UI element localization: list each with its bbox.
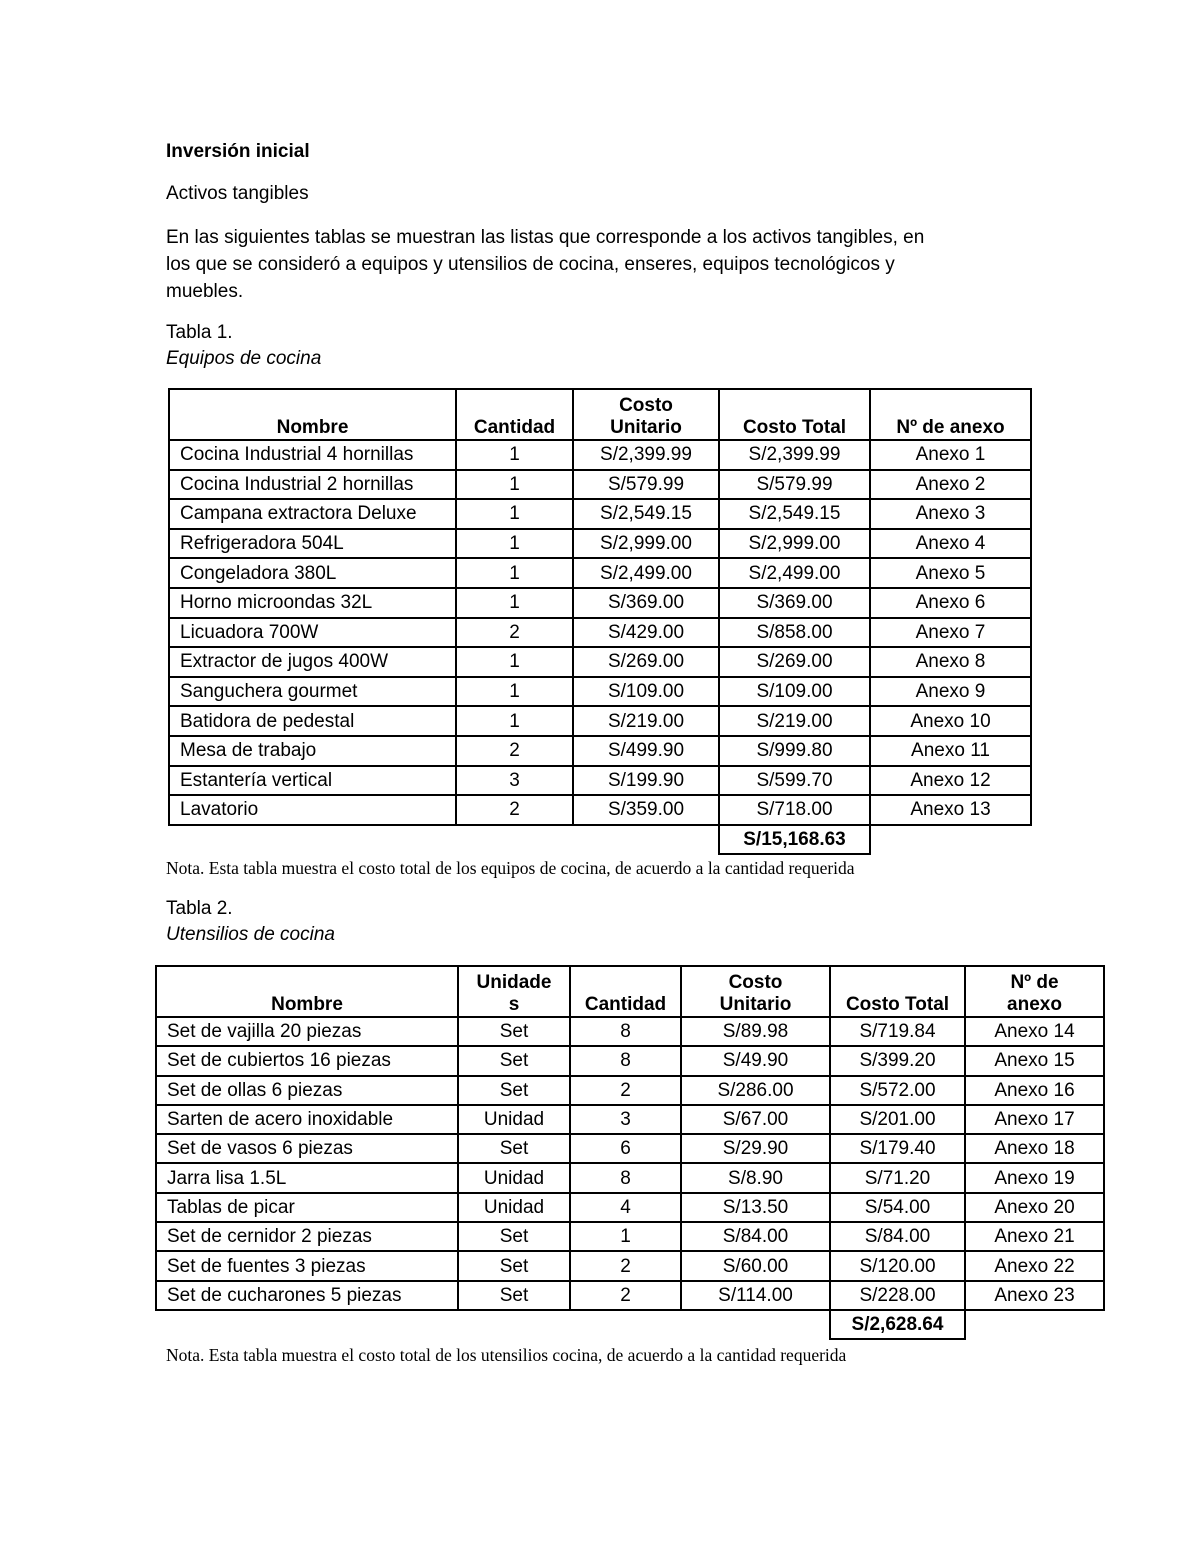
table-cell: S/8.90 — [681, 1163, 830, 1192]
table1-label: Tabla 1. — [166, 322, 233, 343]
table-cell: S/999.80 — [719, 736, 870, 766]
table-cell: S/718.00 — [719, 795, 870, 825]
table-cell: S/359.00 — [573, 795, 719, 825]
empty-cell — [870, 825, 1031, 855]
table-cell: 3 — [570, 1105, 681, 1134]
table-cell: Set de vasos 6 piezas — [156, 1134, 458, 1163]
table1-title: Equipos de cocina — [166, 348, 322, 369]
table-cell: 8 — [570, 1017, 681, 1046]
header-costo-unitario-line2: Unitario — [610, 417, 682, 438]
header-anexo: Nº de anexo — [870, 389, 1031, 440]
table-cell: 1 — [456, 558, 573, 588]
table-row — [156, 1222, 1104, 1251]
table-row — [156, 1076, 1104, 1105]
total-row — [169, 825, 1031, 855]
table-cell: Set de cubiertos 16 piezas — [156, 1046, 458, 1075]
header-nombre: Nombre — [156, 966, 458, 1017]
table-row — [156, 1046, 1104, 1075]
table-cell: Set — [458, 1281, 570, 1310]
intro-line: muebles. — [166, 281, 244, 302]
table-cell: 6 — [570, 1134, 681, 1163]
table-row — [169, 618, 1031, 648]
table-cell: S/369.00 — [573, 588, 719, 618]
table-row — [169, 499, 1031, 529]
table-cell: S/2,999.00 — [573, 529, 719, 559]
table-cell: Anexo 20 — [965, 1193, 1104, 1222]
empty-cell — [965, 1310, 1104, 1339]
table-row — [156, 1251, 1104, 1280]
table-cell: Anexo 13 — [870, 795, 1031, 825]
table-cell: 2 — [456, 795, 573, 825]
empty-cell — [458, 1310, 570, 1339]
table-row — [169, 736, 1031, 766]
table-row — [169, 677, 1031, 707]
table-cell: Anexo 2 — [870, 470, 1031, 500]
table-cell: S/67.00 — [681, 1105, 830, 1134]
table-cell: Anexo 23 — [965, 1281, 1104, 1310]
table-row — [169, 795, 1031, 825]
header-costo-unitario-line1: Costo — [728, 972, 783, 993]
header-costo-unitario-line1: Costo — [619, 395, 673, 416]
header-nombre: Nombre — [169, 389, 456, 440]
table-cell: 1 — [456, 647, 573, 677]
table-cell: S/179.40 — [830, 1134, 965, 1163]
table-cell: Cocina Industrial 4 hornillas — [169, 440, 456, 470]
header-unidades-line2: s — [508, 994, 520, 1015]
table-cell: Licuadora 700W — [169, 618, 456, 648]
empty-cell — [169, 825, 456, 855]
table-cell: Set — [458, 1251, 570, 1280]
table2-label: Tabla 2. — [166, 898, 233, 919]
table-cell: S/120.00 — [830, 1251, 965, 1280]
table-cell: 2 — [570, 1076, 681, 1105]
table-cell: S/219.00 — [573, 706, 719, 736]
table-row — [169, 647, 1031, 677]
table-cell: S/114.00 — [681, 1281, 830, 1310]
table-cell: Estantería vertical — [169, 766, 456, 796]
header-costo-unitario-line2: Unitario — [719, 994, 792, 1015]
table-cell: S/201.00 — [830, 1105, 965, 1134]
table-cell: Anexo 1 — [870, 440, 1031, 470]
table-cell: Anexo 19 — [965, 1163, 1104, 1192]
table-cell: Anexo 15 — [965, 1046, 1104, 1075]
table2-title: Utensilios de cocina — [166, 924, 335, 945]
table-cell: 1 — [570, 1222, 681, 1251]
table-cell: 2 — [456, 618, 573, 648]
table-cell: S/719.84 — [830, 1017, 965, 1046]
table-row — [156, 1163, 1104, 1192]
table-cell: Set — [458, 1046, 570, 1075]
table-cell: S/286.00 — [681, 1076, 830, 1105]
table-row — [169, 470, 1031, 500]
table-cell: S/599.70 — [719, 766, 870, 796]
table-cell: S/429.00 — [573, 618, 719, 648]
table-cell: S/269.00 — [719, 647, 870, 677]
table-cell: Unidad — [458, 1163, 570, 1192]
table-cell: Batidora de pedestal — [169, 706, 456, 736]
header-unidades — [458, 966, 570, 1017]
table-cell: 2 — [456, 736, 573, 766]
table-cell: Anexo 9 — [870, 677, 1031, 707]
table-cell: S/579.99 — [719, 470, 870, 500]
table-cell: Unidad — [458, 1193, 570, 1222]
table-cell: S/2,549.15 — [573, 499, 719, 529]
empty-cell — [156, 1310, 458, 1339]
table-row — [169, 588, 1031, 618]
header-costo-unitario — [573, 389, 719, 440]
table-cell: S/219.00 — [719, 706, 870, 736]
table-row — [169, 529, 1031, 559]
table-cell: Anexo 17 — [965, 1105, 1104, 1134]
table-cell: 1 — [456, 470, 573, 500]
table-row — [156, 1105, 1104, 1134]
table-cell: S/2,499.00 — [719, 558, 870, 588]
table-equipos-de-cocina — [168, 388, 1032, 855]
table-cell: S/2,399.99 — [719, 440, 870, 470]
header-costo-unitario — [681, 966, 830, 1017]
intro-line: En las siguientes tablas se muestran las listas que corresponde a los activos tangibles, en — [166, 227, 925, 248]
table-cell: S/2,499.00 — [573, 558, 719, 588]
grand-total: S/2,628.64 — [830, 1310, 965, 1339]
table1-note: Nota. Esta tabla muestra el costo total de los equipos de cocina, de acuerdo a la cantidad requerida — [166, 858, 855, 878]
header-cantidad: Cantidad — [456, 389, 573, 440]
table-cell: Set de ollas 6 piezas — [156, 1076, 458, 1105]
table-cell: S/2,399.99 — [573, 440, 719, 470]
table-cell: Set de fuentes 3 piezas — [156, 1251, 458, 1280]
table-cell: 8 — [570, 1163, 681, 1192]
table-cell: Anexo 21 — [965, 1222, 1104, 1251]
table-cell: Set — [458, 1134, 570, 1163]
table-cell: 8 — [570, 1046, 681, 1075]
table-cell: Anexo 7 — [870, 618, 1031, 648]
intro-paragraph — [166, 224, 1046, 305]
table-cell: Sanguchera gourmet — [169, 677, 456, 707]
table-cell: 1 — [456, 706, 573, 736]
table-cell: Unidad — [458, 1105, 570, 1134]
table-cell: S/572.00 — [830, 1076, 965, 1105]
table-cell: S/399.20 — [830, 1046, 965, 1075]
table-cell: Anexo 6 — [870, 588, 1031, 618]
table-cell: S/109.00 — [573, 677, 719, 707]
table-row — [169, 706, 1031, 736]
header-cantidad: Cantidad — [570, 966, 681, 1017]
table-cell: Anexo 18 — [965, 1134, 1104, 1163]
table-cell: Anexo 11 — [870, 736, 1031, 766]
table-utensilios-de-cocina — [155, 965, 1105, 1340]
total-row — [156, 1310, 1104, 1339]
table-cell: Sarten de acero inoxidable — [156, 1105, 458, 1134]
table-row — [169, 558, 1031, 588]
table-cell: Anexo 22 — [965, 1251, 1104, 1280]
table-row — [156, 1134, 1104, 1163]
table-cell: S/71.20 — [830, 1163, 965, 1192]
table-cell: S/579.99 — [573, 470, 719, 500]
table-cell: Campana extractora Deluxe — [169, 499, 456, 529]
table-row — [169, 766, 1031, 796]
table-cell: Horno microondas 32L — [169, 588, 456, 618]
table-cell: S/84.00 — [830, 1222, 965, 1251]
table-cell: Extractor de jugos 400W — [169, 647, 456, 677]
table-cell: S/29.90 — [681, 1134, 830, 1163]
table-cell: 2 — [570, 1251, 681, 1280]
table-cell: Anexo 8 — [870, 647, 1031, 677]
table-cell: Cocina Industrial 2 hornillas — [169, 470, 456, 500]
table2-header-row — [156, 966, 1104, 1017]
table-cell: Anexo 4 — [870, 529, 1031, 559]
table-cell: Anexo 16 — [965, 1076, 1104, 1105]
table-cell: Anexo 12 — [870, 766, 1031, 796]
table-row — [156, 1017, 1104, 1046]
table-cell: 2 — [570, 1281, 681, 1310]
header-anexo-line1: Nº de — [1010, 972, 1059, 993]
table-cell: S/84.00 — [681, 1222, 830, 1251]
table-cell: S/858.00 — [719, 618, 870, 648]
header-costo-total: Costo Total — [719, 389, 870, 440]
table-cell: Tablas de picar — [156, 1193, 458, 1222]
table-cell: Anexo 3 — [870, 499, 1031, 529]
table-cell: 3 — [456, 766, 573, 796]
table-cell: Refrigeradora 504L — [169, 529, 456, 559]
table-cell: 1 — [456, 529, 573, 559]
header-unidades-line1: Unidade — [476, 972, 552, 993]
empty-cell — [681, 1310, 830, 1339]
table-row — [156, 1281, 1104, 1310]
table-cell: S/228.00 — [830, 1281, 965, 1310]
table-cell: S/49.90 — [681, 1046, 830, 1075]
table-cell: 1 — [456, 499, 573, 529]
table-cell: Anexo 14 — [965, 1017, 1104, 1046]
grand-total: S/15,168.63 — [719, 825, 870, 855]
table-cell: Congeladora 380L — [169, 558, 456, 588]
table-cell: Mesa de trabajo — [169, 736, 456, 766]
table-cell: S/13.50 — [681, 1193, 830, 1222]
header-anexo-line2: anexo — [1007, 994, 1062, 1015]
table-cell: S/2,549.15 — [719, 499, 870, 529]
table-cell: Anexo 5 — [870, 558, 1031, 588]
table-cell: S/109.00 — [719, 677, 870, 707]
table-cell: S/89.98 — [681, 1017, 830, 1046]
table-cell: Lavatorio — [169, 795, 456, 825]
page-title: Inversión inicial — [166, 141, 310, 162]
header-anexo — [965, 966, 1104, 1017]
table-cell: 1 — [456, 588, 573, 618]
table1-header-row — [169, 389, 1031, 440]
table2-note: Nota. Esta tabla muestra el costo total de los utensilios cocina, de acuerdo a la cantidad requerida — [166, 1345, 847, 1365]
table-cell: S/499.90 — [573, 736, 719, 766]
empty-cell — [573, 825, 719, 855]
table-cell: S/199.90 — [573, 766, 719, 796]
table-cell: S/60.00 — [681, 1251, 830, 1280]
table-cell: Set — [458, 1222, 570, 1251]
table-cell: S/2,999.00 — [719, 529, 870, 559]
section-subheading: Activos tangibles — [166, 183, 309, 204]
table-cell: Set — [458, 1017, 570, 1046]
table-row — [156, 1193, 1104, 1222]
table-cell: Set de vajilla 20 piezas — [156, 1017, 458, 1046]
table-cell: Set — [458, 1076, 570, 1105]
table-cell: 4 — [570, 1193, 681, 1222]
intro-line: los que se consideró a equipos y utensilios de cocina, enseres, equipos tecnológicos y — [166, 254, 895, 275]
empty-cell — [456, 825, 573, 855]
table-cell: S/54.00 — [830, 1193, 965, 1222]
table-cell: 1 — [456, 440, 573, 470]
table-cell: Set de cucharones 5 piezas — [156, 1281, 458, 1310]
table-cell: S/369.00 — [719, 588, 870, 618]
table-cell: Jarra lisa 1.5L — [156, 1163, 458, 1192]
header-costo-total: Costo Total — [830, 966, 965, 1017]
empty-cell — [570, 1310, 681, 1339]
table-cell: S/269.00 — [573, 647, 719, 677]
table-row — [169, 440, 1031, 470]
table-cell: Set de cernidor 2 piezas — [156, 1222, 458, 1251]
table-cell: Anexo 10 — [870, 706, 1031, 736]
table-cell: 1 — [456, 677, 573, 707]
